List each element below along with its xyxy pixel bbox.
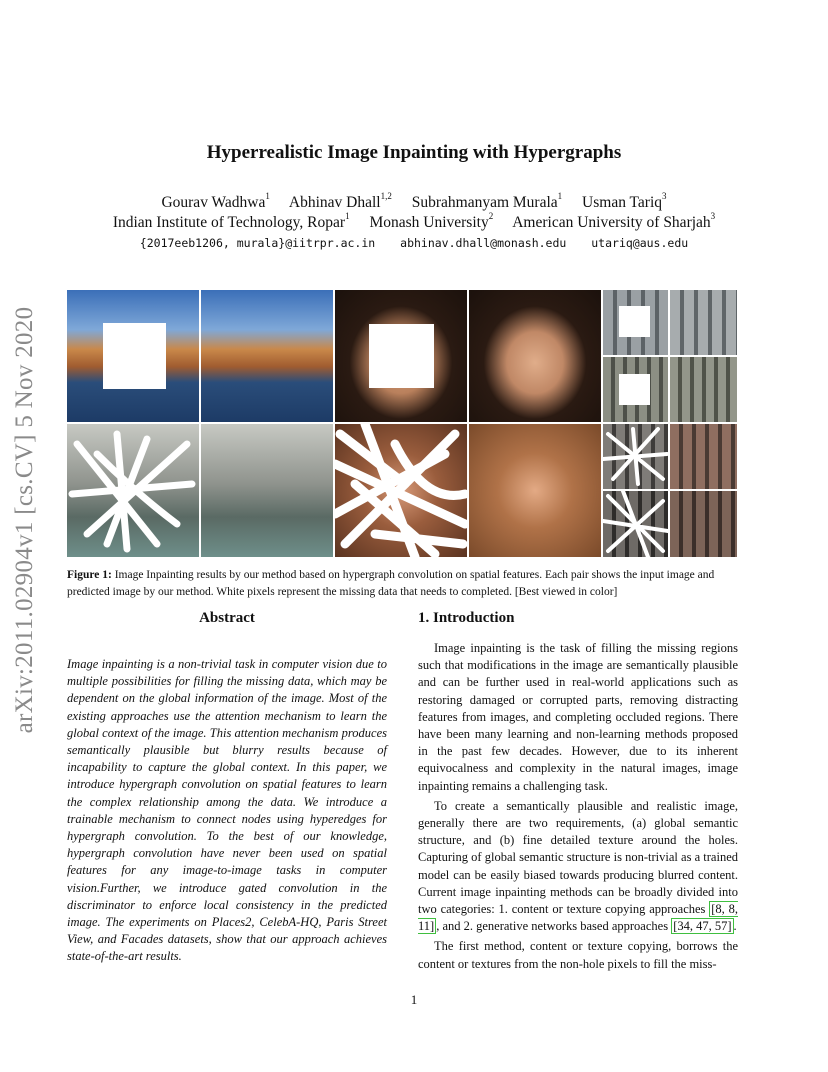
author-affil-mark: 3 bbox=[662, 191, 667, 201]
missing-region-mask bbox=[619, 306, 650, 337]
author-name: Subrahmanyam Murala bbox=[411, 194, 558, 211]
email: {2017eeb1206, murala}@iitrpr.ac.in bbox=[139, 236, 376, 250]
face-input-image bbox=[335, 290, 467, 422]
street2-input-image bbox=[603, 491, 668, 557]
figure-caption-text: Image Inpainting results by our method based on hypergraph convolution on spatial features. Each pair shows the input image and predicted image by our method. White pixels represent the missing data that needs to completed. [Best viewed in color] bbox=[67, 569, 715, 598]
arxiv-sidebar-stamp bbox=[0, 285, 50, 755]
introduction-heading: 1. Introduction bbox=[418, 610, 515, 626]
intro-paragraph: Image inpainting is the task of filling the missing regions such that modifications in the image are semantically plausible and can be further used in real-world applications such as restoring damaged or corrupted parts, removing distracting features from images, and completing occluded regions. There have been many learning and non-learning methods proposed in the past few decades. However, due to its inherent equivocalness and complexity in the natural images, image inpainting remains a challenging task. bbox=[418, 641, 738, 793]
freeform-mask bbox=[67, 424, 199, 557]
author-list bbox=[0, 191, 828, 212]
affiliation-name: American University of Sharjah bbox=[512, 214, 711, 231]
facade2-output-image bbox=[670, 424, 737, 489]
street-output-image bbox=[670, 357, 737, 422]
author-affil-mark: 1,2 bbox=[380, 191, 392, 201]
landscape-output-image bbox=[201, 290, 333, 422]
facade-output-image bbox=[670, 290, 737, 355]
missing-region-mask bbox=[619, 374, 650, 405]
figure-caption bbox=[67, 567, 739, 601]
author-name: Gourav Wadhwa bbox=[161, 194, 266, 211]
email: utariq@aus.edu bbox=[591, 236, 689, 250]
affiliation-mark: 3 bbox=[710, 211, 716, 221]
intro-paragraph: The first method, content or texture copying, borrows the content or textures from the non-hole pixels to fill the miss- bbox=[418, 939, 738, 971]
abstract-heading: Abstract bbox=[199, 610, 255, 626]
freeform-mask bbox=[603, 491, 668, 557]
figure-1-image-grid bbox=[67, 290, 737, 557]
affiliation-name: Indian Institute of Technology, Ropar bbox=[112, 214, 346, 231]
citation-link[interactable]: [34, 47, 57] bbox=[673, 919, 732, 934]
author-name: Usman Tariq bbox=[582, 194, 663, 211]
abstract-text: Image inpainting is a non-trivial task in computer vision due to multiple possibilities for filling the missing data, which may be dependent on the global information of the image. Most of the existing approaches use the attention mechanism to learn the global context of the image. This attention mechanism produces semantically plausible but blurry results because of incapability to capture the global context. In this paper, we introduce hypergraph convolution on spatial features to learn the complex relationship among the data. We introduce a trainable mechanism to connect nodes using hyperedges for hypergraph convolution. To the best of our knowledge, hypergraph convolution have never been used on spatial features for any image-to-image tasks in computer vision.Further, we introduce gated convolution in the discriminator to enforce local consistency in the predicted image. The experiments on Places2, CelebA-HQ, Paris Street View, and Facades datasets, show that our approach achieves state-of-the-art results. bbox=[67, 657, 387, 964]
figure-label: Figure 1: bbox=[67, 569, 112, 581]
author-affil-mark: 1 bbox=[557, 191, 563, 201]
face2-output-image bbox=[469, 424, 601, 557]
affiliation-mark: 1 bbox=[345, 211, 350, 221]
street2-output-image bbox=[670, 491, 737, 557]
missing-region-mask bbox=[103, 323, 166, 389]
email: abhinav.dhall@monash.edu bbox=[400, 236, 567, 250]
paper-title: Hyperrealistic Image Inpainting with Hypergraphs bbox=[206, 142, 622, 163]
freeform-mask bbox=[603, 424, 668, 489]
intro-paragraph: To create a semantically plausible and realistic image, generally there are two requirements, (a) global semantic structure, and (b) fine detailed texture around the holes. Capturing of global semantic structure is non-trivial as a trained model can be easily biased towards producing blurred content. Current image inpainting methods can be broadly divided into two categories: 1. content or texture copying approaches [8, 8, 11] , and 2. generative networks based approaches [34, 47, 57] . bbox=[418, 798, 738, 934]
author-affil-mark: 1 bbox=[265, 191, 270, 201]
author-name: Abhinav Dhall bbox=[288, 194, 381, 211]
introduction-body bbox=[418, 640, 738, 976]
freeform-mask bbox=[335, 424, 467, 557]
arxiv-stamp-text: arXiv:2011.02904v1 [cs.CV] 5 Nov 2020 bbox=[11, 306, 38, 734]
street-input-image bbox=[603, 357, 668, 422]
affiliation-list bbox=[0, 211, 828, 232]
face2-input-image bbox=[335, 424, 467, 557]
venice-output-image bbox=[201, 424, 333, 557]
email-list bbox=[0, 236, 828, 250]
landscape-input-image bbox=[67, 290, 199, 422]
facade-input-image bbox=[603, 290, 668, 355]
affiliation-mark: 2 bbox=[488, 211, 494, 221]
missing-region-mask bbox=[369, 324, 434, 388]
page-number: 1 bbox=[410, 992, 418, 1007]
affiliation-name: Monash University bbox=[369, 214, 489, 231]
citation-link[interactable]: [8, 8, 11] bbox=[418, 902, 738, 934]
face-output-image bbox=[469, 290, 601, 422]
venice-input-image bbox=[67, 424, 199, 557]
facade2-input-image bbox=[603, 424, 668, 489]
